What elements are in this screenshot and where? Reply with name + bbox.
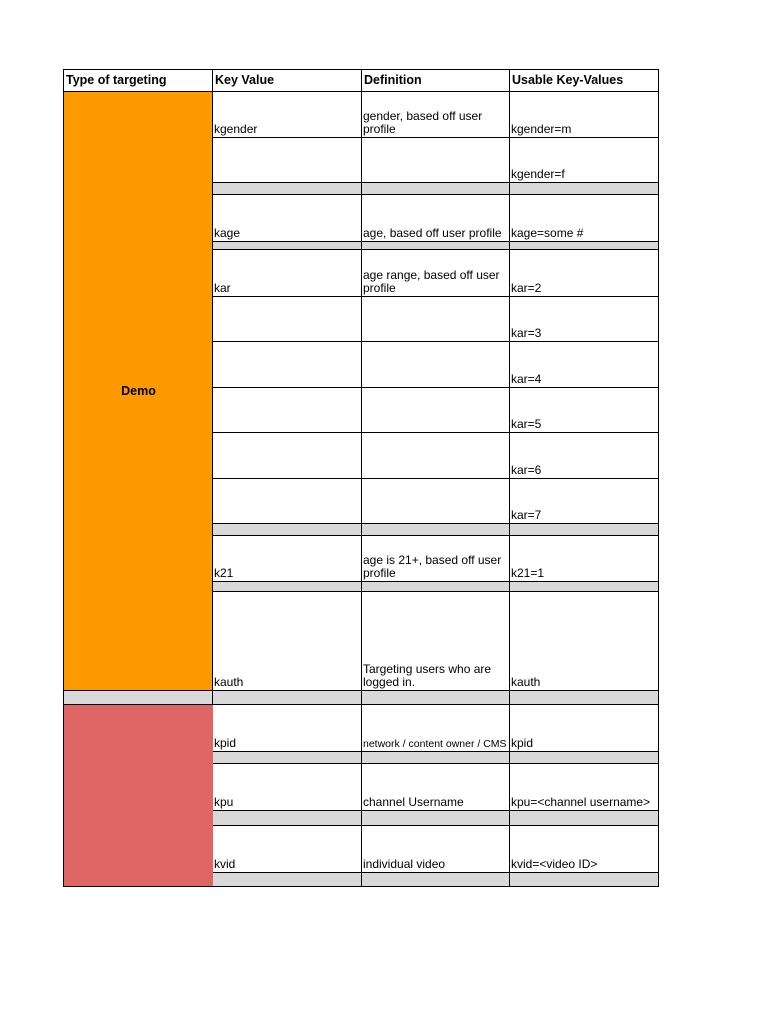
usable-value-cell: kar=5 bbox=[509, 387, 659, 433]
spacer-row bbox=[361, 810, 510, 826]
header-usable-values: Usable Key-Values bbox=[509, 69, 659, 92]
group-cell-1 bbox=[63, 704, 213, 887]
definition-cell bbox=[361, 296, 510, 342]
header-key-value: Key Value bbox=[212, 69, 362, 92]
spacer-row bbox=[361, 690, 510, 705]
definition-cell bbox=[361, 137, 510, 183]
key-value-cell: kar bbox=[212, 249, 362, 297]
spacer-row bbox=[509, 690, 659, 705]
spacer-row bbox=[509, 810, 659, 826]
key-value-cell bbox=[212, 341, 362, 388]
usable-value-cell: kar=2 bbox=[509, 249, 659, 297]
spacer-row bbox=[212, 810, 362, 826]
key-value-cell bbox=[212, 296, 362, 342]
usable-value-cell: kar=6 bbox=[509, 432, 659, 479]
key-value-cell bbox=[212, 137, 362, 183]
definition-cell bbox=[361, 432, 510, 479]
spacer-row bbox=[212, 872, 362, 887]
key-value-cell: kvid bbox=[212, 825, 362, 873]
key-value-cell: kpid bbox=[212, 704, 362, 752]
definition-cell: age is 21+, based off user profile bbox=[361, 535, 510, 582]
key-value-cell: kage bbox=[212, 194, 362, 242]
definition-cell: Targeting users who are logged in. bbox=[361, 591, 510, 691]
usable-value-cell: kvid=<video ID> bbox=[509, 825, 659, 873]
definition-cell bbox=[361, 478, 510, 524]
usable-value-cell: kpu=<channel username> bbox=[509, 763, 659, 811]
usable-value-cell: k21=1 bbox=[509, 535, 659, 582]
usable-value-cell: kpid bbox=[509, 704, 659, 752]
usable-value-cell: kar=4 bbox=[509, 341, 659, 388]
key-value-cell bbox=[212, 478, 362, 524]
key-value-cell: kgender bbox=[212, 91, 362, 138]
spacer-row bbox=[63, 690, 213, 705]
definition-cell: network / content owner / CMS bbox=[361, 704, 510, 752]
key-value-cell: kpu bbox=[212, 763, 362, 811]
spacer-row bbox=[212, 690, 362, 705]
key-value-cell: k21 bbox=[212, 535, 362, 582]
usable-value-cell: kauth bbox=[509, 591, 659, 691]
definition-cell: age range, based off user profile bbox=[361, 249, 510, 297]
key-value-cell bbox=[212, 387, 362, 433]
definition-cell bbox=[361, 341, 510, 388]
usable-value-cell: kgender=f bbox=[509, 137, 659, 183]
key-value-cell bbox=[212, 432, 362, 479]
spacer-row bbox=[509, 872, 659, 887]
header-type: Type of targeting bbox=[63, 69, 213, 92]
definition-cell: gender, based off user profile bbox=[361, 91, 510, 138]
usable-value-cell: kgender=m bbox=[509, 91, 659, 138]
spacer-row bbox=[361, 872, 510, 887]
usable-value-cell: kar=7 bbox=[509, 478, 659, 524]
usable-value-cell: kage=some # bbox=[509, 194, 659, 242]
definition-cell: channel Username bbox=[361, 763, 510, 811]
usable-value-cell: kar=3 bbox=[509, 296, 659, 342]
header-definition: Definition bbox=[361, 69, 510, 92]
key-value-cell: kauth bbox=[212, 591, 362, 691]
group-cell-0: Demo bbox=[63, 91, 213, 691]
definition-cell: individual video bbox=[361, 825, 510, 873]
definition-cell: age, based off user profile bbox=[361, 194, 510, 242]
definition-cell bbox=[361, 387, 510, 433]
